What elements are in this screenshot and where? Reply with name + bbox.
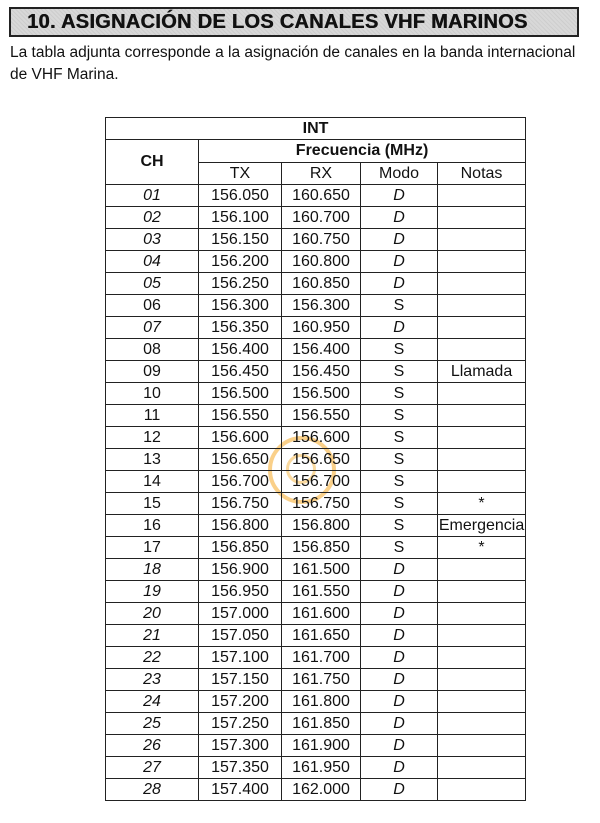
- notes-cell: [438, 757, 526, 779]
- mode-cell: S: [361, 537, 438, 559]
- table-row: [106, 339, 526, 361]
- notes-cell: [438, 603, 526, 625]
- channel-cell: 24: [106, 691, 199, 713]
- tx-cell: 156.300: [199, 295, 282, 317]
- ch-header: CH: [106, 140, 199, 185]
- tx-cell: 156.400: [199, 339, 282, 361]
- channel-cell: 18: [106, 559, 199, 581]
- tx-cell: 156.250: [199, 273, 282, 295]
- mode-cell: D: [361, 317, 438, 339]
- mode-cell: S: [361, 361, 438, 383]
- rx-cell: 156.600: [282, 427, 361, 449]
- channel-cell: 15: [106, 493, 199, 515]
- rx-cell: 156.450: [282, 361, 361, 383]
- notes-cell: [438, 339, 526, 361]
- int-header: INT: [106, 118, 526, 140]
- tx-cell: 157.250: [199, 713, 282, 735]
- table-row: [106, 383, 526, 405]
- table-row: [106, 207, 526, 229]
- rx-cell: 156.650: [282, 449, 361, 471]
- rx-cell: 156.550: [282, 405, 361, 427]
- rx-cell: 162.000: [282, 779, 361, 801]
- tx-cell: 157.400: [199, 779, 282, 801]
- rx-cell: 160.850: [282, 273, 361, 295]
- tx-cell: 156.600: [199, 427, 282, 449]
- table-row: [106, 229, 526, 251]
- tx-cell: 157.050: [199, 625, 282, 647]
- rx-cell: 160.650: [282, 185, 361, 207]
- mode-cell: D: [361, 251, 438, 273]
- rx-cell: 156.300: [282, 295, 361, 317]
- mode-cell: S: [361, 383, 438, 405]
- mode-cell: D: [361, 603, 438, 625]
- notes-cell: [438, 295, 526, 317]
- frequency-header: Frecuencia (MHz): [199, 140, 526, 163]
- rx-cell: 156.750: [282, 493, 361, 515]
- tx-cell: 157.350: [199, 757, 282, 779]
- table-row: [106, 625, 526, 647]
- notes-cell: [438, 427, 526, 449]
- tx-cell: 157.300: [199, 735, 282, 757]
- notes-cell: [438, 317, 526, 339]
- tx-cell: 156.450: [199, 361, 282, 383]
- channel-cell: 04: [106, 251, 199, 273]
- tx-cell: 156.050: [199, 185, 282, 207]
- rx-cell: 161.600: [282, 603, 361, 625]
- notes-cell: [438, 383, 526, 405]
- channel-cell: 01: [106, 185, 199, 207]
- rx-cell: 156.400: [282, 339, 361, 361]
- table-row: [106, 251, 526, 273]
- table-row: [106, 295, 526, 317]
- mode-cell: D: [361, 185, 438, 207]
- rx-cell: 161.850: [282, 713, 361, 735]
- mode-cell: D: [361, 669, 438, 691]
- channel-cell: 05: [106, 273, 199, 295]
- notes-cell: [438, 229, 526, 251]
- channel-cell: 14: [106, 471, 199, 493]
- notes-cell: [438, 691, 526, 713]
- notes-cell: [438, 735, 526, 757]
- notas-header: Notas: [438, 163, 526, 185]
- intro-paragraph: La tabla adjunta corresponde a la asignación de canales en la banda internacional de VHF Marina.: [10, 44, 576, 83]
- channel-cell: 02: [106, 207, 199, 229]
- mode-cell: S: [361, 493, 438, 515]
- tx-cell: 156.900: [199, 559, 282, 581]
- notes-cell: [438, 647, 526, 669]
- mode-cell: D: [361, 691, 438, 713]
- mode-cell: D: [361, 735, 438, 757]
- rx-header: RX: [282, 163, 361, 185]
- rx-cell: 156.850: [282, 537, 361, 559]
- table-row: [106, 405, 526, 427]
- rx-cell: 161.800: [282, 691, 361, 713]
- rx-cell: 161.900: [282, 735, 361, 757]
- channel-cell: 28: [106, 779, 199, 801]
- mode-cell: D: [361, 581, 438, 603]
- channel-cell: 13: [106, 449, 199, 471]
- notes-cell: [438, 471, 526, 493]
- table-row: [106, 669, 526, 691]
- mode-cell: D: [361, 757, 438, 779]
- rx-cell: 161.950: [282, 757, 361, 779]
- mode-cell: D: [361, 229, 438, 251]
- channel-cell: 07: [106, 317, 199, 339]
- table-row: [106, 537, 526, 559]
- table-row: [106, 779, 526, 801]
- table-row: [106, 427, 526, 449]
- channel-cell: 11: [106, 405, 199, 427]
- mode-cell: D: [361, 647, 438, 669]
- modo-header: Modo: [361, 163, 438, 185]
- table-row: [106, 559, 526, 581]
- table-row: [106, 713, 526, 735]
- mode-cell: D: [361, 273, 438, 295]
- tx-cell: 157.100: [199, 647, 282, 669]
- notes-cell: Llamada: [438, 361, 526, 383]
- notes-cell: [438, 669, 526, 691]
- table-row: [106, 471, 526, 493]
- notes-cell: [438, 581, 526, 603]
- channel-cell: 16: [106, 515, 199, 537]
- tx-cell: 156.150: [199, 229, 282, 251]
- tx-cell: 156.200: [199, 251, 282, 273]
- tx-cell: 157.150: [199, 669, 282, 691]
- table-row: [106, 691, 526, 713]
- channel-cell: 22: [106, 647, 199, 669]
- rx-cell: 156.700: [282, 471, 361, 493]
- table-row: [106, 317, 526, 339]
- table-group-header-row: [106, 118, 526, 140]
- channel-cell: 12: [106, 427, 199, 449]
- tx-cell: 156.950: [199, 581, 282, 603]
- tx-cell: 156.500: [199, 383, 282, 405]
- table-row: [106, 647, 526, 669]
- table-row: [106, 361, 526, 383]
- table-row: [106, 603, 526, 625]
- table-row: [106, 185, 526, 207]
- rx-cell: 160.950: [282, 317, 361, 339]
- mode-cell: D: [361, 207, 438, 229]
- notes-cell: [438, 779, 526, 801]
- mode-cell: S: [361, 427, 438, 449]
- tx-cell: 157.200: [199, 691, 282, 713]
- notes-cell: [438, 559, 526, 581]
- notes-cell: [438, 405, 526, 427]
- channel-cell: 26: [106, 735, 199, 757]
- table-header-row-1: [106, 140, 526, 163]
- channel-cell: 20: [106, 603, 199, 625]
- rx-cell: 161.650: [282, 625, 361, 647]
- rx-cell: 156.500: [282, 383, 361, 405]
- notes-cell: *: [438, 537, 526, 559]
- table-row: [106, 515, 526, 537]
- rx-cell: 161.500: [282, 559, 361, 581]
- notes-cell: [438, 449, 526, 471]
- channel-cell: 03: [106, 229, 199, 251]
- tx-header: TX: [199, 163, 282, 185]
- channel-cell: 19: [106, 581, 199, 603]
- channel-cell: 25: [106, 713, 199, 735]
- table-row: [106, 581, 526, 603]
- notes-cell: [438, 251, 526, 273]
- mode-cell: D: [361, 779, 438, 801]
- mode-cell: S: [361, 339, 438, 361]
- tx-cell: 156.350: [199, 317, 282, 339]
- table-row: [106, 273, 526, 295]
- mode-cell: S: [361, 449, 438, 471]
- rx-cell: 160.750: [282, 229, 361, 251]
- notes-cell: [438, 713, 526, 735]
- table-row: [106, 449, 526, 471]
- notes-cell: *: [438, 493, 526, 515]
- mode-cell: D: [361, 625, 438, 647]
- notes-cell: Emergencia: [438, 515, 526, 537]
- channel-cell: 27: [106, 757, 199, 779]
- tx-cell: 156.100: [199, 207, 282, 229]
- mode-cell: S: [361, 471, 438, 493]
- mode-cell: S: [361, 405, 438, 427]
- channel-cell: 21: [106, 625, 199, 647]
- mode-cell: D: [361, 559, 438, 581]
- rx-cell: 156.800: [282, 515, 361, 537]
- channel-cell: 10: [106, 383, 199, 405]
- mode-cell: S: [361, 515, 438, 537]
- channel-cell: 17: [106, 537, 199, 559]
- section-title: 10. ASIGNACIÓN DE LOS CANALES VHF MARINOS: [27, 11, 528, 33]
- table-body: [106, 185, 526, 801]
- tx-cell: 156.750: [199, 493, 282, 515]
- notes-cell: [438, 273, 526, 295]
- section-title-bar: [9, 7, 579, 37]
- tx-cell: 156.550: [199, 405, 282, 427]
- tx-cell: 156.700: [199, 471, 282, 493]
- tx-cell: 156.650: [199, 449, 282, 471]
- rx-cell: 161.550: [282, 581, 361, 603]
- channel-cell: 09: [106, 361, 199, 383]
- rx-cell: 160.700: [282, 207, 361, 229]
- rx-cell: 160.800: [282, 251, 361, 273]
- table-row: [106, 757, 526, 779]
- channel-cell: 08: [106, 339, 199, 361]
- mode-cell: S: [361, 295, 438, 317]
- tx-cell: 156.800: [199, 515, 282, 537]
- mode-cell: D: [361, 713, 438, 735]
- table-row: [106, 493, 526, 515]
- channel-table: [105, 117, 526, 801]
- rx-cell: 161.700: [282, 647, 361, 669]
- notes-cell: [438, 207, 526, 229]
- notes-cell: [438, 625, 526, 647]
- table-row: [106, 735, 526, 757]
- rx-cell: 161.750: [282, 669, 361, 691]
- tx-cell: 157.000: [199, 603, 282, 625]
- notes-cell: [438, 185, 526, 207]
- tx-cell: 156.850: [199, 537, 282, 559]
- channel-cell: 06: [106, 295, 199, 317]
- channel-cell: 23: [106, 669, 199, 691]
